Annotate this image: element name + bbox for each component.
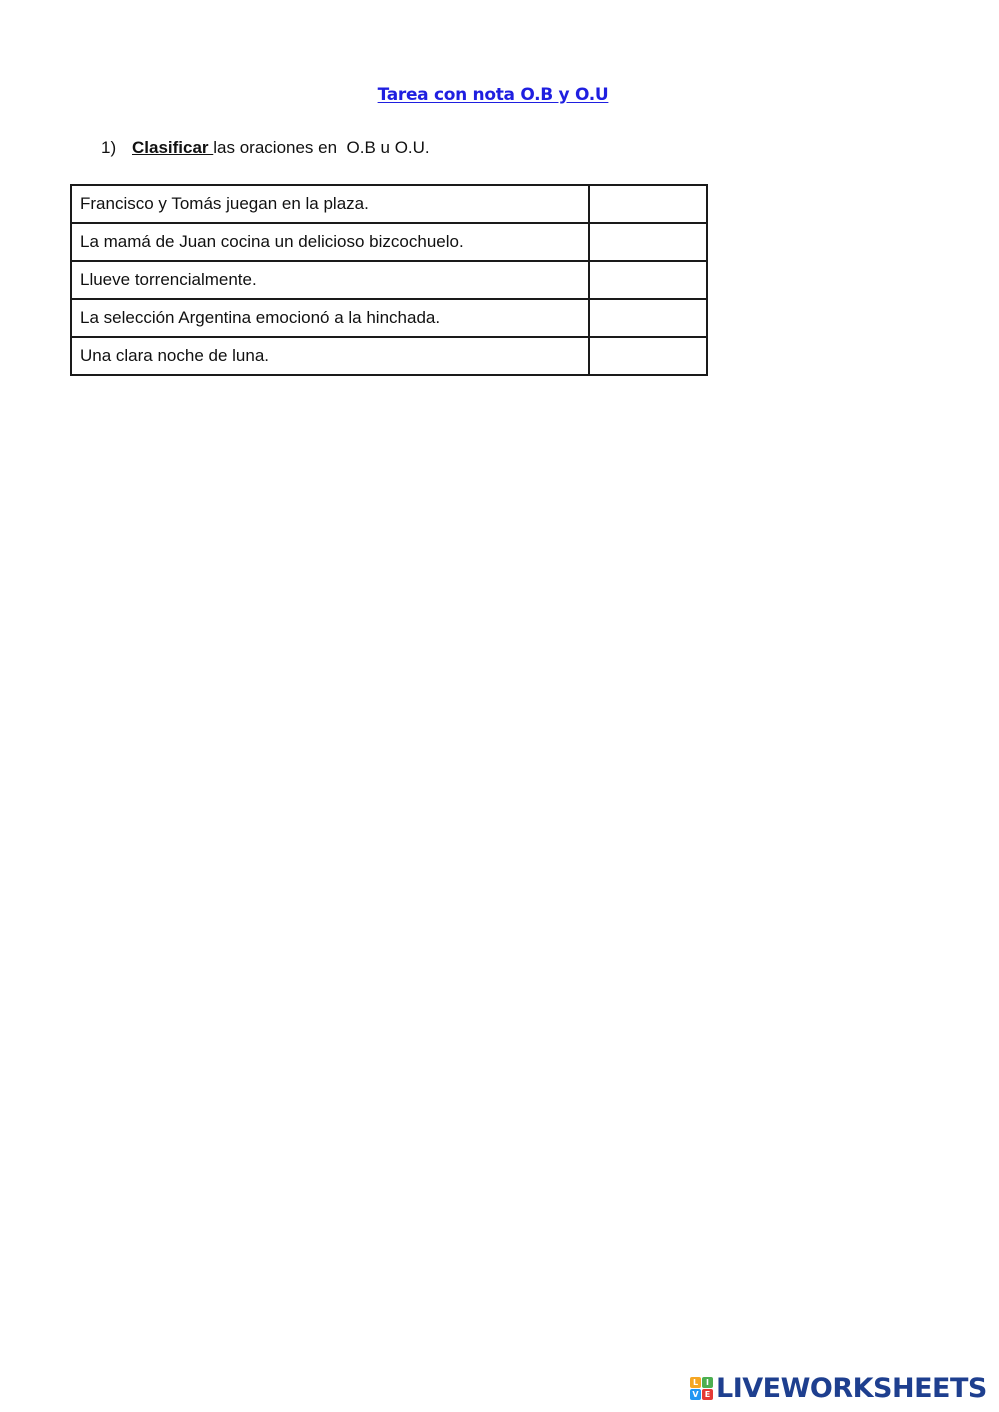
table-row bbox=[71, 223, 707, 261]
sentence-cell: Una clara noche de luna. bbox=[71, 337, 589, 375]
logo-letter-l: L bbox=[690, 1377, 701, 1388]
answer-cell[interactable] bbox=[589, 261, 707, 299]
liveworksheets-logo bbox=[690, 1374, 987, 1402]
answer-cell[interactable] bbox=[589, 337, 707, 375]
instruction bbox=[101, 138, 430, 158]
table-row bbox=[71, 337, 707, 375]
logo-letter-i: I bbox=[702, 1377, 713, 1388]
instruction-text: las oraciones en O.B u O.U. bbox=[213, 138, 430, 157]
table-row bbox=[71, 261, 707, 299]
logo-letter-e: E bbox=[702, 1389, 713, 1400]
sentence-cell: Llueve torrencialmente. bbox=[71, 261, 589, 299]
logo-letter-v: V bbox=[690, 1389, 701, 1400]
classification-table bbox=[70, 184, 708, 376]
liveworksheets-logo-text: LIVEWORKSHEETS bbox=[716, 1372, 987, 1404]
answer-cell[interactable] bbox=[589, 223, 707, 261]
answer-cell[interactable] bbox=[589, 185, 707, 223]
worksheet-title: Tarea con nota O.B y O.U bbox=[377, 85, 609, 105]
liveworksheets-logo-icon bbox=[690, 1377, 713, 1400]
instruction-verb: Clasificar bbox=[132, 138, 214, 157]
sentence-cell: Francisco y Tomás juegan en la plaza. bbox=[71, 185, 589, 223]
instruction-number: 1) bbox=[101, 138, 117, 157]
sentence-cell: La mamá de Juan cocina un delicioso bizcochuelo. bbox=[71, 223, 589, 261]
table-row bbox=[71, 299, 707, 337]
answer-cell[interactable] bbox=[589, 299, 707, 337]
table-row bbox=[71, 185, 707, 223]
sentence-cell: La selección Argentina emocionó a la hinchada. bbox=[71, 299, 589, 337]
